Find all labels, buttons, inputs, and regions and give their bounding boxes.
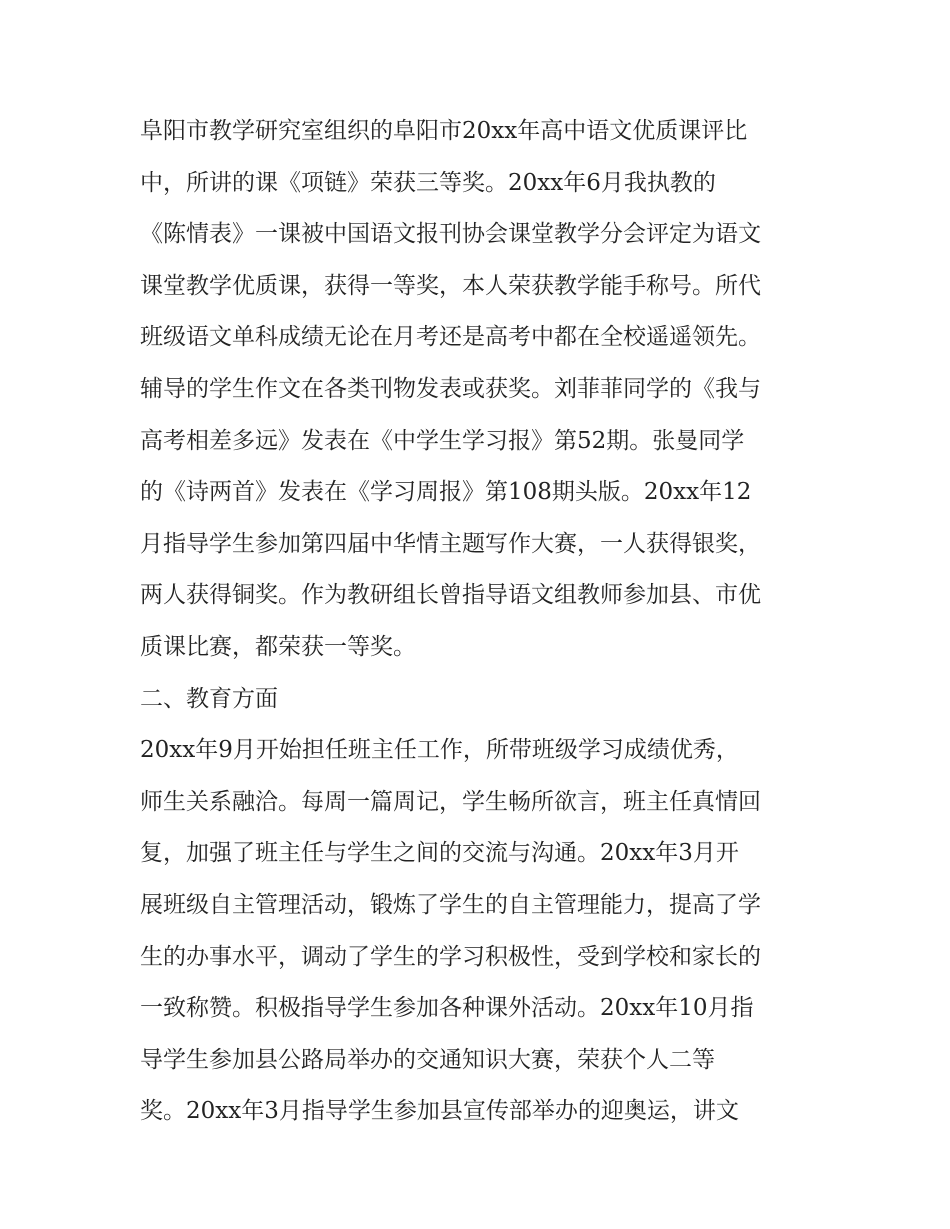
text-line: 高考相差多远》发表在《中学生学习报》第52期。张曼同学 bbox=[140, 427, 745, 454]
text-line: 展班级自主管理活动，锻炼了学生的自主管理能力，提高了学 bbox=[140, 891, 761, 918]
text-line: 辅导的学生作文在各类刊物发表或获奖。刘菲菲同学的《我与 bbox=[140, 375, 761, 402]
text-line: 导学生参加县公路局举办的交通知识大赛，荣获个人二等 bbox=[140, 1046, 715, 1073]
text-line: 一致称赞。积极指导学生参加各种课外活动。20xx年10月指 bbox=[140, 995, 754, 1022]
text-line: 质课比赛，都荣获一等奖。 bbox=[140, 633, 416, 660]
text-line: 课堂教学优质课，获得一等奖，本人荣获教学能手称号。所代 bbox=[140, 272, 761, 299]
text-line: 师生关系融洽。每周一篇周记，学生畅所欲言，班主任真情回 bbox=[140, 788, 761, 815]
document-body bbox=[140, 106, 840, 1138]
text-line: 阜阳市教学研究室组织的阜阳市20xx年高中语文优质课评比 bbox=[140, 118, 748, 144]
text-line: 中，所讲的课《项链》荣获三等奖。20xx年6月我执教的 bbox=[140, 169, 716, 196]
text-line: 的《诗两首》发表在《学习周报》第108期头版。20xx年12 bbox=[140, 479, 752, 506]
section-heading: 二、教育方面 bbox=[140, 685, 278, 712]
text-line: 班级语文单科成绩无论在月考还是高考中都在全校遥遥领先。 bbox=[140, 324, 761, 351]
text-line: 生的办事水平，调动了学生的学习积极性，受到学校和家长的 bbox=[140, 943, 761, 970]
text-line: 20xx年9月开始担任班主任工作，所带班级学习成绩优秀， bbox=[140, 737, 739, 764]
text-line: 复，加强了班主任与学生之间的交流与沟通。20xx年3月开 bbox=[140, 840, 739, 867]
text-line: 月指导学生参加第四届中华情主题写作大赛，一人获得银奖， bbox=[140, 530, 761, 557]
text-line: 奖。20xx年3月指导学生参加县宣传部举办的迎奥运，讲文 bbox=[140, 1098, 739, 1125]
text-line: 两人获得铜奖。作为教研组长曾指导语文组教师参加县、市优 bbox=[140, 582, 761, 609]
text-line: 《陈情表》一课被中国语文报刊协会课堂教学分会评定为语文 bbox=[140, 221, 761, 248]
